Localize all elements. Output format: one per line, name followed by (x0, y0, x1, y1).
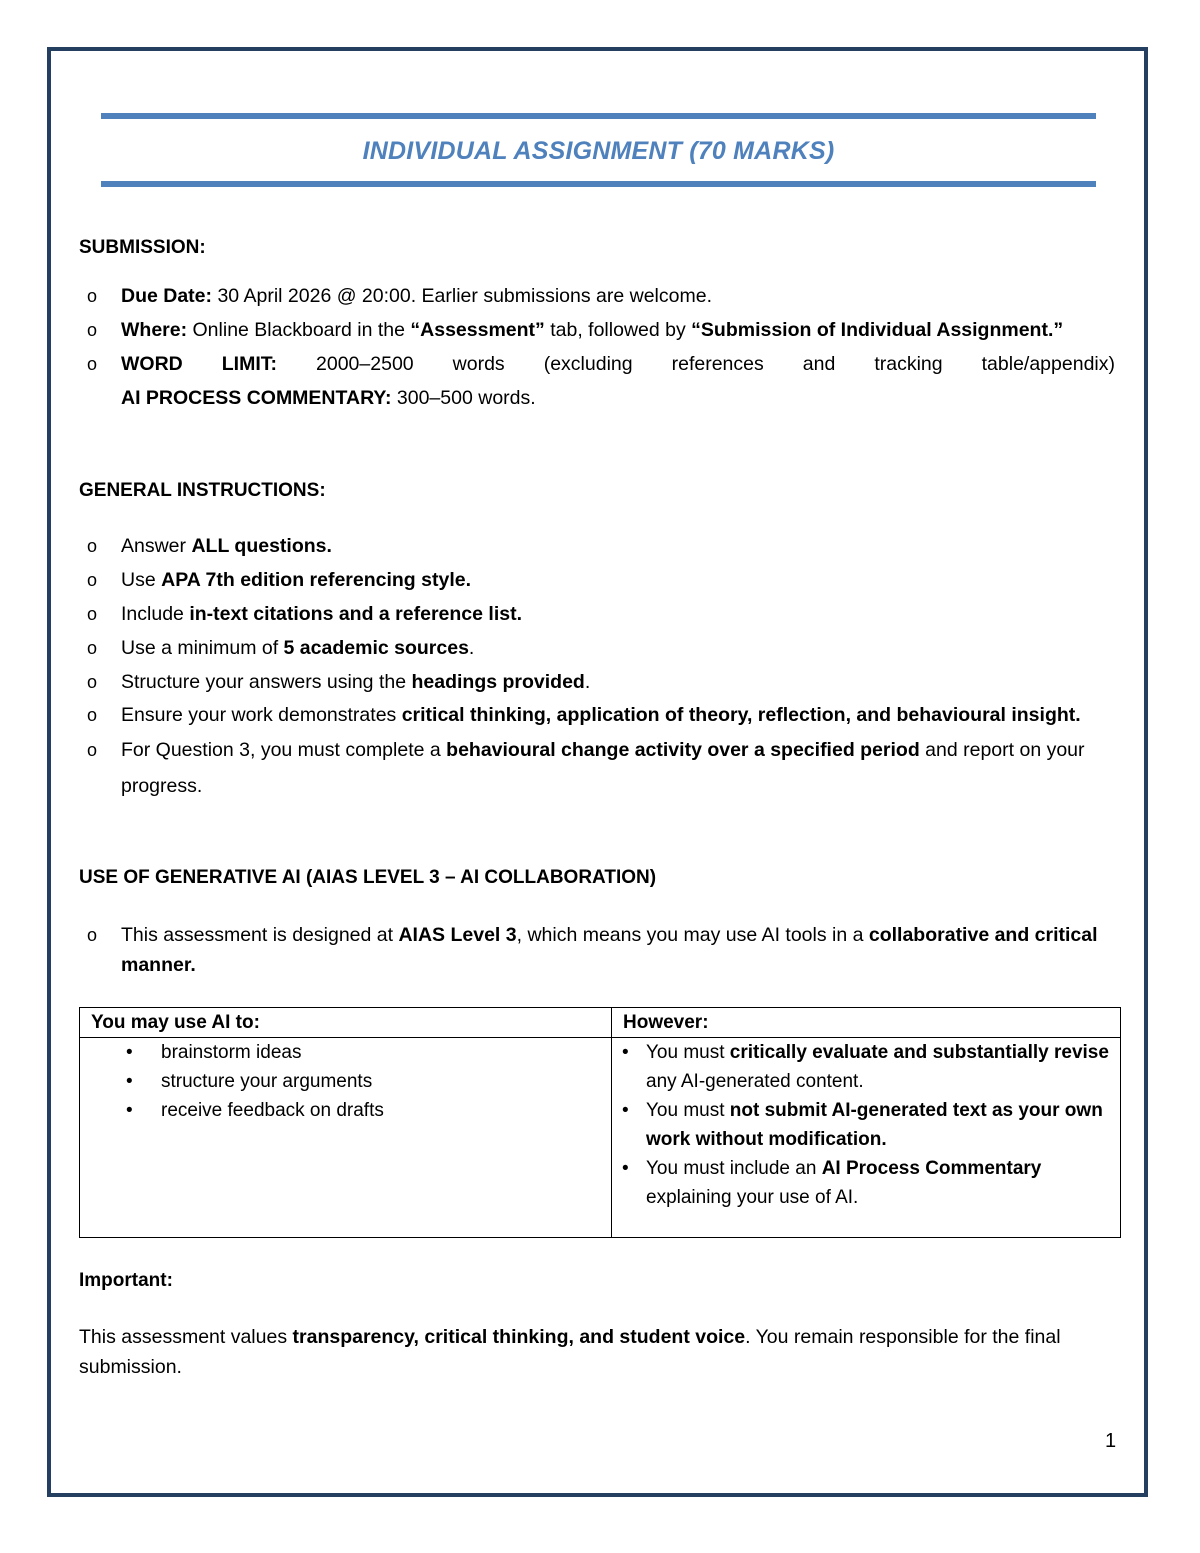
circle-bullet-icon: o (87, 705, 98, 725)
however-list (612, 1038, 1120, 1212)
title-rule-top (101, 113, 1096, 119)
circle-bullet-icon: o (87, 320, 98, 340)
table-header-row (80, 1008, 1121, 1038)
title-rule-bottom (101, 181, 1096, 187)
table-row (80, 1038, 1121, 1238)
list-item: • structure your arguments (80, 1067, 611, 1096)
list-item: o Ensure your work demonstrates critical thinking, application of theory, reflection, and behavioural insight. (79, 699, 1115, 732)
circle-bullet-icon: o (87, 638, 98, 658)
list-item: o For Question 3, you must complete a behavioural change activity over a specified period and report on your progress. (79, 732, 1115, 804)
list-item: • brainstorm ideas (80, 1038, 611, 1067)
list-item: • receive feedback on drafts (80, 1096, 611, 1125)
circle-bullet-icon: o (87, 672, 98, 692)
circle-bullet-icon: o (87, 740, 98, 760)
page-number: 1 (1105, 1430, 1117, 1452)
bullet-icon: • (126, 1042, 133, 1063)
circle-bullet-icon: o (87, 570, 98, 590)
important-heading: Important: (79, 1270, 173, 1291)
page-title: INDIVIDUAL ASSIGNMENT (70 MARKS) (362, 137, 835, 165)
submission-list (79, 279, 1115, 415)
list-item: o Due Date: 30 April 2026 @ 20:00. Earlier submissions are welcome. (79, 279, 1115, 313)
bullet-icon: • (126, 1071, 133, 1092)
table-cell-however (612, 1038, 1121, 1238)
circle-bullet-icon: o (87, 354, 98, 374)
list-item: o This assessment is designed at AIAS Level 3, which means you may use AI tools in a collaborative and critical manner. (79, 920, 1115, 980)
list-item: • You must critically evaluate and substantially revise any AI-generated content. (612, 1038, 1120, 1096)
bullet-icon: • (622, 1100, 629, 1121)
ai-use-list (79, 920, 1115, 980)
submission-heading: SUBMISSION: (79, 237, 206, 258)
list-item: o Use APA 7th edition referencing style. (79, 563, 1115, 597)
ai-use-heading: USE OF GENERATIVE AI (AIAS LEVEL 3 – AI COLLABORATION) (79, 867, 657, 888)
list-item: o Structure your answers using the headings provided. (79, 665, 1115, 699)
bullet-icon: • (126, 1100, 133, 1121)
circle-bullet-icon: o (87, 925, 98, 945)
ai-usage-table (79, 1007, 1121, 1238)
bullet-icon: • (622, 1158, 629, 1179)
allowed-uses-list (80, 1038, 611, 1125)
bullet-icon: • (622, 1042, 629, 1063)
table-header-cell: You may use AI to: (80, 1008, 612, 1038)
list-item: • You must include an AI Process Commentary explaining your use of AI. (612, 1154, 1120, 1212)
general-instructions-heading: GENERAL INSTRUCTIONS: (79, 480, 326, 501)
table-cell-allowed (80, 1038, 612, 1238)
general-instructions-list (79, 529, 1115, 804)
list-item: o Where: Online Blackboard in the “Assessment” tab, followed by “Submission of Individual Assignment.” (79, 313, 1115, 347)
important-paragraph: This assessment values transparency, critical thinking, and student voice. You remain responsible for the final submission. (79, 1326, 1061, 1378)
list-item: o Use a minimum of 5 academic sources. (79, 631, 1115, 665)
list-item: • You must not submit AI-generated text as your own work without modification. (612, 1096, 1120, 1154)
circle-bullet-icon: o (87, 536, 98, 556)
list-item: o Include in-text citations and a reference list. (79, 597, 1115, 631)
list-item: o Answer ALL questions. (79, 529, 1115, 563)
circle-bullet-icon: o (87, 604, 98, 624)
list-item: o WORD LIMIT: 2000–2500 words (excluding references and tracking table/appendix) AI PROCESS COMMENTARY: 300–500 words. (79, 347, 1115, 415)
table-header-cell: However: (612, 1008, 1121, 1038)
circle-bullet-icon: o (87, 286, 98, 306)
